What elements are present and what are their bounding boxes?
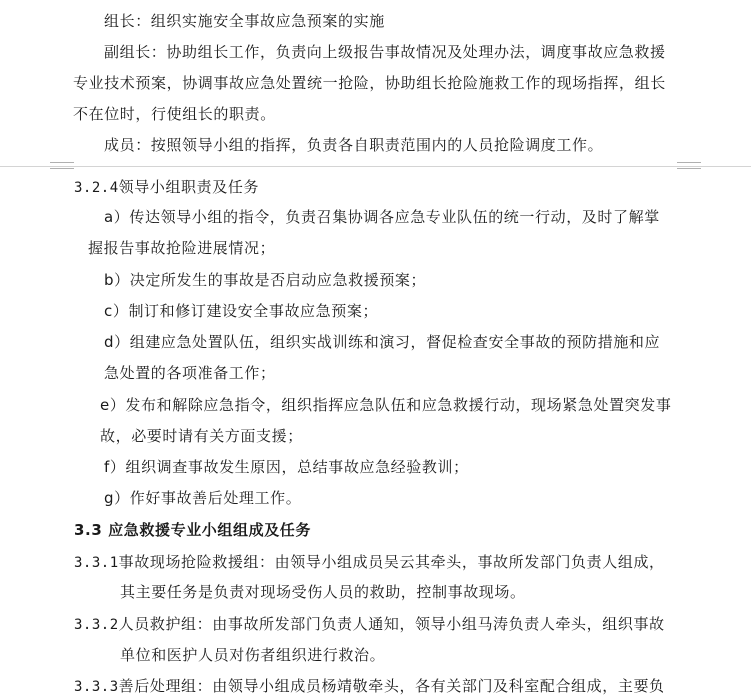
section-number: 3.3.3 <box>74 679 119 695</box>
section-3-3-2-line1 <box>74 613 665 636</box>
heading-3-2-4 <box>74 176 259 199</box>
heading-text: 领导小组职责及任务 <box>118 178 260 196</box>
left-margin-marker <box>50 160 74 172</box>
section-text: 事故现场抢险救援组：由领导小组成员吴云其牵头，事故所发部门负责人组成， <box>118 553 665 571</box>
item-a-line1: a）传达领导小组的指令，负责召集协调各应急专业队伍的统一行动，及时了解掌 <box>104 208 660 226</box>
section-number: 3.3.2 <box>74 617 119 633</box>
item-g: g）作好事故善后处理工作。 <box>104 489 302 507</box>
item-b: b）决定所发生的事故是否启动应急救援预案； <box>104 271 427 289</box>
item-d-line1: d）组建应急处置队伍，组织实战训练和演习，督促检查安全事故的预防措施和应 <box>104 333 661 351</box>
right-margin-marker <box>677 160 701 172</box>
item-a-line2: 握报告事故抢险进展情况； <box>88 239 276 257</box>
paragraph-deputy-leader-line2: 专业技术预案，协调事故应急处置统一抢险，协助组长抢险施救工作的现场指挥，组长 <box>73 74 666 92</box>
section-text: 人员救护组：由事故所发部门负责人通知，领导小组马涛负责人牵头，组织事故 <box>118 615 665 633</box>
item-e-line2: 故，必要时请有关方面支援； <box>100 427 303 445</box>
heading-number: 3.2.4 <box>74 180 119 196</box>
paragraph-group-leader: 组长：组织实施安全事故应急预案的实施 <box>104 12 385 30</box>
section-3-3-1-line2: 其主要任务是负责对现场受伤人员的救助，控制事故现场。 <box>120 583 526 601</box>
item-f: f）组织调查事故发生原因，总结事故应急经验教训； <box>104 458 469 476</box>
section-3-3-3-line1 <box>74 675 665 698</box>
paragraph-deputy-leader-line1: 副组长：协助组长工作，负责向上级报告事故情况及处理办法，调度事故应急救援 <box>104 43 666 61</box>
item-d-line2: 急处置的各项准备工作； <box>104 364 276 382</box>
section-3-3-2-line2: 单位和医护人员对伤者组织进行救治。 <box>120 646 386 664</box>
paragraph-deputy-leader-line3: 不在位时，行使组长的职责。 <box>73 105 276 123</box>
item-e-line1: e）发布和解除应急指令，组织指挥应急队伍和应急救援行动，现场紧急处置突发事 <box>100 396 672 414</box>
page-break-divider <box>0 166 751 167</box>
section-number: 3.3.1 <box>74 555 119 571</box>
heading-3-3: 3.3 应急救援专业小组组成及任务 <box>74 521 311 539</box>
item-c: c）制订和修订建设安全事故应急预案； <box>104 302 379 320</box>
paragraph-members: 成员：按照领导小组的指挥，负责各自职责范围内的人员抢险调度工作。 <box>104 136 604 154</box>
section-3-3-1-line1 <box>74 551 665 574</box>
section-text: 善后处理组：由领导小组成员杨靖敬牵头，各有关部门及科室配合组成，主要负 <box>118 677 665 695</box>
